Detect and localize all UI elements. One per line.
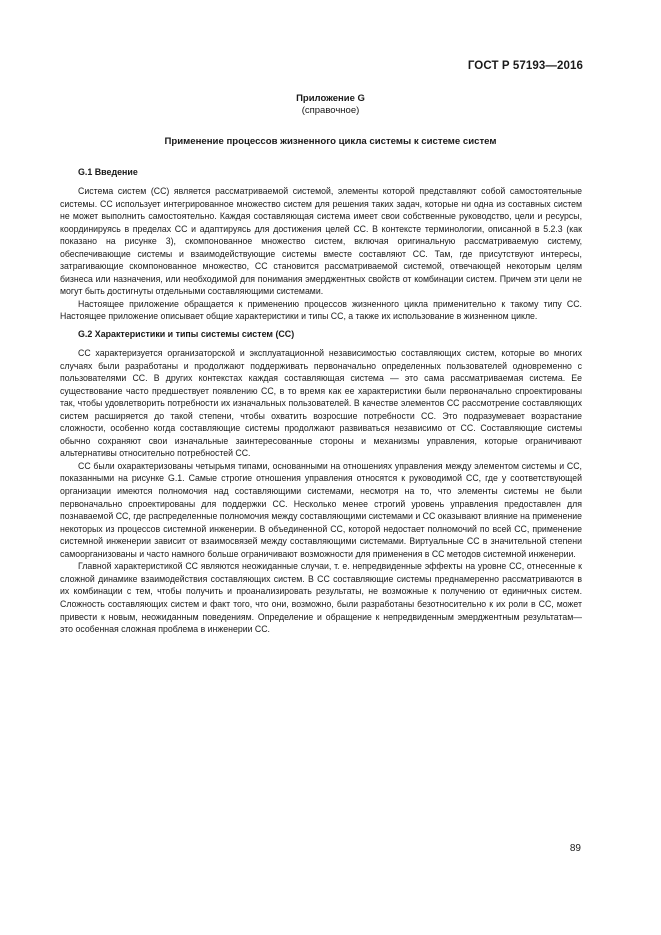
paragraph: Система систем (СС) является рассматриваемой системой, элементы которой представляют собой самостоятельные системы. СС использует интегрированное множество систем для решения таких задач, которые ни одна из составных систем не может выполнить самостоятельно. Каждая составляющая система имеет свои собственные руководство, цели и ресурсы, координируясь в пределах СС и адаптируясь для достижения целей СС. В контексте терминологии, описанной в 5.2.3 (как показано на рисунке 3), скомпонованное множество систем, включая оригинальную рассматриваемую систему, обеспечивающие системы и взаимодействующие системы вместе составляют СС. Там, где присутствуют интересы, затрагивающие скомпонованное множество, СС становится рассматриваемой системой, отвечающей некоторым целям бизнеса или назначения, или необходимой для понимания эмерджентных свойств от комбинации систем. Причем эти цели не могут быть достигнуты отдельными составляющими системами. [60,186,582,297]
appendix-heading [0,93,661,117]
paragraph: Настоящее приложение обращается к применению процессов жизненного цикла применительно к такому типу СС. Настоящее приложение описывает общие характеристики и типы СС, а также их использование в жизненном цикле. [60,298,582,322]
page-number: 89 [569,843,581,854]
section-heading: G.1 Введение [78,167,138,177]
paragraph: СС характеризуется организаторской и эксплуатационной независимостью составляющих систем, которые во многих случаях были разработаны и продолжают поддерживать первоначально определенных пользователей одновременно с пользователями СС. В других контекстах каждая составляющая система — это сама рассматриваемая система. Ее существование часто предшествует появлению СС, в то время как ее характеристики были первоначально спроектированы так, чтобы удовлетворить потребности их изначальных пользователей. В качестве элементов СС рассмотрение составляющих систем расширяется до такой степени, чтобы охватить возросшие потребности СС. Это подразумевает возрастание сложности, особенно когда составляющие системы продолжают развиваться независимо от СС. Составляющие системы обычно сохраняют свои изначальные заинтересованные стороны и механизмы управления, которые ограничивают альтернативы относительно потребностей СС. [60,348,582,459]
document-body [60,166,582,636]
paragraph: Главной характеристикой СС являются неожиданные случаи, т. е. непредвиденные эффекты на уровне СС, отнесенные к сложной динамике взаимодействия составляющих систем. В СС составляющие системы преднамеренно рассматриваются в их комбинации с тем, чтобы получить и проанализировать результаты, не возможные к получению от единичных систем. Сложность составляющих систем и факт того, что они, возможно, были разработаны безотносительно к их роли в СС, может привести к новым, неожиданным поведениям. Определение и обращение к непредвиденным эмерджентным результатам— это особенная сложная проблема в инженерии СС. [60,561,582,635]
appendix-title: Приложение G [296,93,365,104]
paragraph: СС были охарактеризованы четырьмя типами, основанными на отношениях управления между элементом системы и СС, показанными на рисунке G.1. Самые строгие отношения управления относятся к руководимой СС, где у соответствующей организации имеются полномочия над составляющими системами, несмотря на то, что элементы системы не были первоначально спроектированы для поддержки СС. Несколько менее строгий уровень управления предоставлен для познаваемой СС, где распределенные полномочия между составляющими системами и СС оказывают влияние на применение некоторых из процессов системной инженерии. В объединенной СС, которой недостает полномочий по всей СС, применение системной инженерии зависит от взаимосвязей между составляющими системами. Виртуальные СС в значительной степени самоорганизованы и часто намного больше ограничивают возможности для применения в СС методов системной инженерии. [60,460,582,559]
appendix-subtitle: (справочное) [301,105,360,116]
main-title: Применение процессов жизненного цикла системы к системе систем [164,136,497,147]
section-heading: G.2 Характеристики и типы системы систем (СС) [78,329,295,340]
standard-code: ГОСТ Р 57193—2016 [467,60,583,72]
